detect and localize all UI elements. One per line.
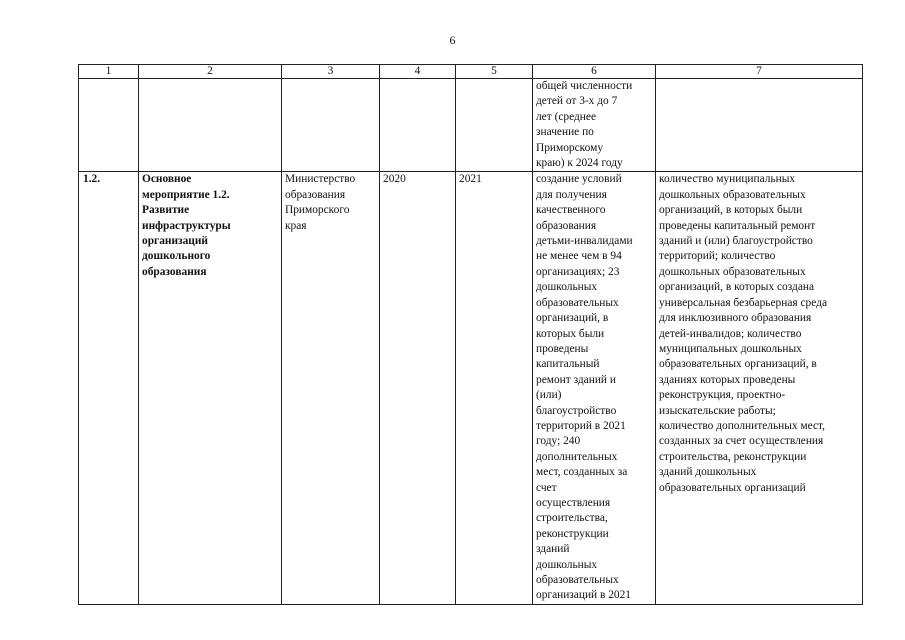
text-line: края — [285, 219, 307, 232]
text-line: Основное — [142, 173, 192, 186]
header-cell-7: 7 — [656, 65, 863, 79]
text-line: проведены — [536, 342, 589, 355]
activity-name — [139, 172, 282, 604]
continuation-cell-executor — [282, 79, 380, 172]
text-line: общей численности — [536, 80, 633, 92]
text-line: строительства, реконструкции — [659, 450, 807, 463]
text-line: для получения — [536, 188, 607, 201]
text-line: значение по — [536, 126, 594, 139]
text-line: дошкольных образовательных — [659, 265, 806, 278]
text-line: зданиях которых проведены — [659, 373, 796, 386]
continuation-row — [79, 79, 863, 172]
header-cell-5: 5 — [456, 65, 533, 79]
header-cell-1: 1 — [79, 65, 139, 79]
continuation-cell-number — [79, 79, 139, 172]
continuation-cell-indicator — [656, 79, 863, 172]
text-line: созданных за счет осуществления — [659, 435, 824, 448]
text-line: дошкольных образовательных — [659, 188, 806, 201]
text-line: универсальная безбарьерная среда — [659, 296, 827, 309]
program-table — [78, 64, 863, 605]
related-indicators — [656, 172, 863, 604]
text-line: образовательных организаций, в — [659, 358, 817, 371]
text-line: счет — [536, 481, 557, 494]
header-cell-3: 3 — [282, 65, 380, 79]
text-line: Министерство — [285, 173, 356, 186]
page-number: 6 — [449, 33, 456, 47]
text-line: зданий дошкольных — [659, 466, 757, 479]
continuation-cell-name — [139, 79, 282, 172]
text-line: территорий в 2021 — [536, 419, 626, 432]
continuation-cell-result — [533, 79, 656, 172]
text-line: строительства, — [536, 512, 608, 525]
continuation-cell-start — [380, 79, 456, 172]
text-line: количество дополнительных мест, — [659, 419, 826, 432]
text-line: проведены капитальный ремонт — [659, 219, 816, 232]
text-line: дополнительных — [536, 450, 618, 463]
text-line: инфраструктуры — [142, 219, 231, 232]
table-row — [79, 172, 863, 604]
text-line: образования — [536, 219, 597, 232]
text-line: благоустройство — [536, 404, 617, 417]
text-line: образовательных — [536, 574, 619, 586]
text-line: не менее чем в 94 — [536, 250, 622, 263]
text-line: организаций, в которых были — [659, 204, 803, 217]
text-line: организаций — [142, 235, 208, 248]
text-line: муниципальных дошкольных — [659, 342, 802, 355]
text-line: организациях; 23 — [536, 265, 620, 278]
text-line: дошкольных — [536, 281, 598, 294]
text-line: качественного — [536, 204, 606, 217]
row-number: 1.2. — [79, 172, 139, 604]
text-line: Приморского — [285, 204, 350, 217]
text-line: изыскательские работы; — [659, 404, 776, 417]
header-cell-4: 4 — [380, 65, 456, 79]
text-line: образовательных — [536, 296, 619, 309]
text-line: капитальный — [536, 358, 600, 371]
text-line: организаций, в которых создана — [659, 281, 815, 294]
text-line: краю) к 2024 году — [536, 157, 623, 170]
text-line: образования — [142, 265, 207, 278]
text-line: реконструкция, проектно- — [659, 389, 786, 402]
header-cell-2: 2 — [139, 65, 282, 79]
text-line: территорий; количество — [659, 250, 776, 263]
text-line: зданий — [536, 543, 570, 556]
text-line: Развитие — [142, 204, 190, 217]
text-line: образовательных организаций — [659, 481, 806, 494]
text-line: (или) — [536, 389, 562, 402]
end-year: 2021 — [456, 172, 533, 604]
text-line: мест, созданных за — [536, 466, 628, 479]
text-line: осуществления — [536, 496, 611, 509]
responsible-executor — [282, 172, 380, 604]
text-line: дошкольного — [142, 250, 211, 263]
header-cell-6: 6 — [533, 65, 656, 79]
text-line: создание условий — [536, 173, 622, 186]
text-line: которых были — [536, 327, 605, 340]
text-line: ремонт зданий и — [536, 373, 616, 386]
text-line: реконструкции — [536, 527, 609, 540]
text-line: организаций в 2021 — [536, 589, 632, 602]
text-line: детей от 3-х до 7 — [536, 95, 618, 108]
header-row — [79, 65, 863, 79]
expected-result — [533, 172, 656, 604]
text-line: детьми-инвалидами — [536, 235, 633, 248]
text-line: детей-инвалидов; количество — [659, 327, 802, 340]
text-line: году; 240 — [536, 435, 581, 448]
text-line: зданий и (или) благоустройство — [659, 235, 813, 248]
text-line: для инклюзивного образования — [659, 312, 812, 325]
text-line: дошкольных — [536, 558, 598, 571]
text-line: организаций, в — [536, 312, 609, 325]
continuation-cell-end — [456, 79, 533, 172]
text-line: количество муниципальных — [659, 173, 796, 186]
text-line: мероприятие 1.2. — [142, 188, 230, 201]
start-year: 2020 — [380, 172, 456, 604]
text-line: лет (среднее — [536, 110, 597, 123]
text-line: Приморскому — [536, 141, 604, 154]
text-line: образования — [285, 188, 346, 201]
